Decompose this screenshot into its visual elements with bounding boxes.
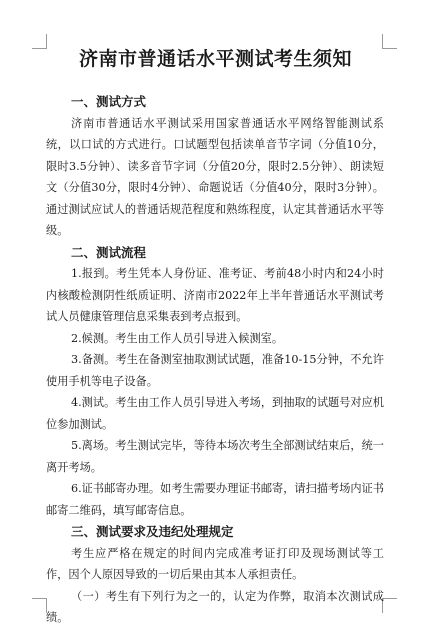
section-heading-process: 二、测试流程 bbox=[71, 244, 147, 260]
paragraph-leaving: 5.离场。考生测试完毕，等待本场次考生全部测试结束后，统一离开考场。 bbox=[46, 439, 384, 474]
paragraph-testing: 4.测试。考生由工作人员引导进入考场，到抽取的试题号对应机位参加测试。 bbox=[46, 396, 384, 431]
section-heading-method: 一、测试方式 bbox=[71, 94, 147, 109]
paragraph-cheating-rule: （一）考生有下列行为之一的，认定为作弊，取消本次测试成绩。 bbox=[46, 589, 384, 624]
crop-mark-bottom-left bbox=[32, 598, 47, 613]
paragraph-certificate-mailing: 6.证书邮寄办理。如考生需要办理证书邮寄，请扫描考场内证书邮寄二维码，填写邮寄信息。 bbox=[46, 482, 384, 517]
paragraph-waiting: 2.候测。考生由工作人员引导进入候测室。 bbox=[71, 331, 284, 345]
section-heading-rules: 三、测试要求及违纪处理规定 bbox=[71, 524, 234, 539]
paragraph-method: 济南市普通话水平测试采用国家普通话水平网络智能测试系统，以口试的方式进行。口试题型包括读单音节字词（分值10分，限时3.5分钟）、读多音节字词（分值20分，限时2.5分钟）、朗读短文（分值30分，限时4分钟）、命题说话（分值40分，限时3分钟）。通过测试应试人的普通话规范程度和熟练程度，认定其普通话水平等级。 bbox=[46, 116, 384, 237]
crop-mark-bottom-right bbox=[382, 598, 397, 613]
paragraph-checkin: 1.报到。考生凭本人身份证、准考证、考前48小时内和24小时内核酸检测阴性纸质证明、济南市2022年上半年普通话水平测试考试人员健康管理信息采集表到考点报到。 bbox=[46, 267, 384, 323]
document-title: 济南市普通话水平测试考生须知 bbox=[78, 48, 352, 70]
paragraph-rules-intro: 考生应严格在规定的时间内完成准考证打印及现场测试等工作，因个人原因导致的一切后果由其本人承担责任。 bbox=[46, 546, 384, 581]
paragraph-preparation: 3.备测。考生在备测室抽取测试试题，准备10-15分钟，不允许使用手机等电子设备。 bbox=[46, 353, 384, 388]
document-body bbox=[46, 91, 384, 629]
